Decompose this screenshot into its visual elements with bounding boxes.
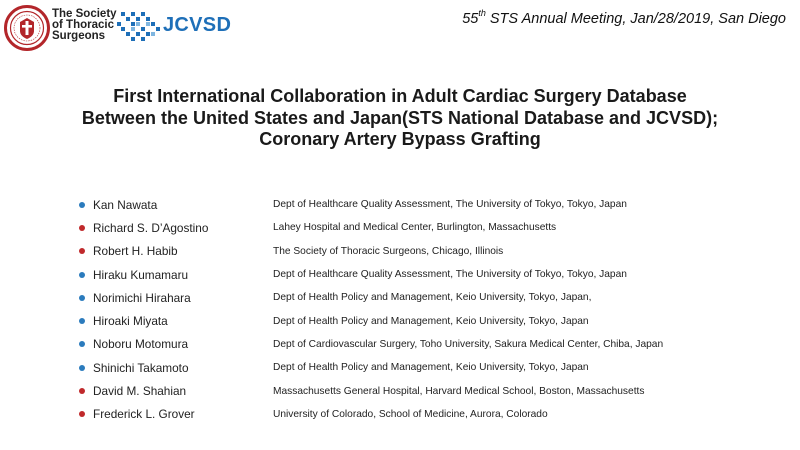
author-affiliation: Dept of Health Policy and Management, Keio University, Tokyo, Japan	[273, 315, 589, 327]
author-row	[79, 240, 779, 263]
meeting-text: STS Annual Meeting, Jan/28/2019, San Diego	[485, 10, 786, 27]
author-list	[79, 193, 779, 426]
author-row	[79, 193, 779, 216]
author-row	[79, 216, 779, 239]
author-row	[79, 379, 779, 402]
bullet-dot-icon	[79, 411, 85, 417]
meeting-info	[462, 9, 786, 27]
bullet-dot-icon	[79, 388, 85, 394]
bullet-dot-icon	[79, 341, 85, 347]
author-affiliation: Dept of Cardiovascular Surgery, Toho University, Sakura Medical Center, Chiba, Japan	[273, 338, 664, 350]
bullet-dot-icon	[79, 202, 85, 208]
author-affiliation: Dept of Health Policy and Management, Keio University, Tokyo, Japan,	[273, 292, 592, 304]
bullet-dot-icon	[79, 295, 85, 301]
author-affiliation: Dept of Healthcare Quality Assessment, The University of Tokyo, Tokyo, Japan	[273, 199, 627, 211]
bullet-dot-icon	[79, 318, 85, 324]
author-affiliation: University of Colorado, School of Medicine, Aurora, Colorado	[273, 408, 548, 420]
author-name: David M. Shahian	[93, 384, 187, 399]
author-row	[79, 286, 779, 309]
author-name: Frederick L. Grover	[93, 407, 195, 422]
sts-logo-text	[52, 9, 117, 42]
bullet-dot-icon	[79, 272, 85, 278]
title-line-2: Between the United States and Japan(STS National Database and JCVSD);	[81, 107, 719, 128]
author-name: Richard S. D’Agostino	[93, 220, 209, 235]
author-name: Shinichi Takamoto	[93, 360, 189, 375]
meeting-ordinal-suffix: th	[478, 8, 486, 18]
author-name: Hiroaki Miyata	[93, 314, 168, 329]
sts-logo-line-2: of Thoracic	[52, 19, 114, 31]
author-name: Hiraku Kumamaru	[93, 267, 189, 282]
title-line-3: Coronary Artery Bypass Grafting	[259, 129, 541, 149]
author-affiliation: Dept of Health Policy and Management, Keio University, Tokyo, Japan	[273, 362, 589, 374]
author-row	[79, 309, 779, 332]
sts-logo-line-3: Surgeons	[52, 30, 106, 42]
author-affiliation: Lahey Hospital and Medical Center, Burlington, Massachusetts	[273, 222, 557, 234]
bullet-dot-icon	[79, 365, 85, 371]
author-affiliation: Dept of Healthcare Quality Assessment, The University of Tokyo, Tokyo, Japan	[273, 269, 627, 281]
author-affiliation: Massachusetts General Hospital, Harvard Medical School, Boston, Massachusetts	[273, 385, 645, 397]
sts-logo-line-1: The Society	[52, 8, 117, 20]
author-row	[79, 403, 779, 426]
author-row	[79, 263, 779, 286]
jcvsd-logo-mark	[117, 10, 161, 44]
bullet-dot-icon	[79, 248, 85, 254]
author-row	[79, 333, 779, 356]
author-name: Noboru Motomura	[93, 337, 189, 352]
title-line-1: First International Collaboration in Adult Cardiac Surgery Database	[113, 86, 687, 106]
slide-title	[20, 86, 780, 151]
jcvsd-logo-text: JCVSD	[163, 14, 232, 36]
author-name: Norimichi Hirahara	[93, 290, 191, 305]
meeting-ordinal: 55	[462, 10, 479, 27]
author-name: Robert H. Habib	[93, 244, 178, 259]
author-affiliation: The Society of Thoracic Surgeons, Chicago, Illinois	[273, 245, 504, 257]
author-row	[79, 356, 779, 379]
author-name: Kan Nawata	[93, 197, 158, 212]
bullet-dot-icon	[79, 225, 85, 231]
sts-seal-logo	[4, 5, 50, 51]
